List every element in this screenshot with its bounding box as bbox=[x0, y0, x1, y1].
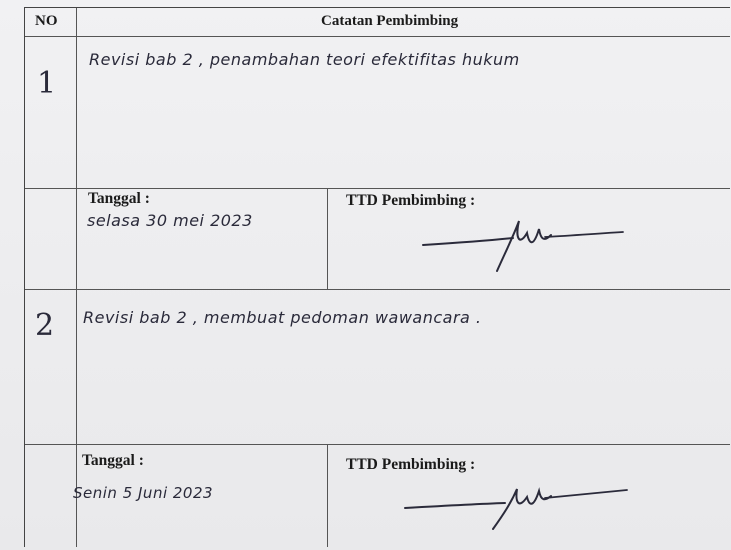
entry-1-date-value: selasa 30 mei 2023 bbox=[87, 211, 253, 230]
row-divider-2a bbox=[25, 444, 730, 445]
entry-2-signature bbox=[395, 463, 635, 543]
entry-1-note: Revisi bab 2 , penambahan teori efektifitas hukum bbox=[89, 50, 520, 69]
column-divider-signature-1 bbox=[327, 188, 328, 289]
entry-2-note: Revisi bab 2 , membuat pedoman wawancara . bbox=[83, 308, 482, 327]
entry-2-number: 2 bbox=[35, 308, 55, 343]
entry-2-date-value: Senin 5 Juni 2023 bbox=[73, 484, 214, 502]
row-divider-1a bbox=[25, 188, 730, 189]
entry-1-signature bbox=[415, 203, 635, 283]
row-divider-1b bbox=[25, 289, 730, 290]
entry-2-signature-label: TTD Pembimbing : bbox=[346, 456, 476, 473]
entry-2-date-label: Tanggal : bbox=[82, 452, 144, 469]
entry-1-date-label: Tanggal : bbox=[88, 190, 150, 207]
header-no: NO bbox=[35, 13, 58, 29]
entry-1-number: 1 bbox=[37, 66, 57, 101]
column-divider-signature-2 bbox=[327, 444, 328, 547]
header-notes: Catatan Pembimbing bbox=[321, 13, 459, 29]
column-divider-no bbox=[76, 8, 77, 547]
header-divider bbox=[25, 36, 730, 37]
supervision-notes-table bbox=[24, 7, 730, 547]
entry-1-signature-label: TTD Pembimbing : bbox=[346, 192, 476, 209]
